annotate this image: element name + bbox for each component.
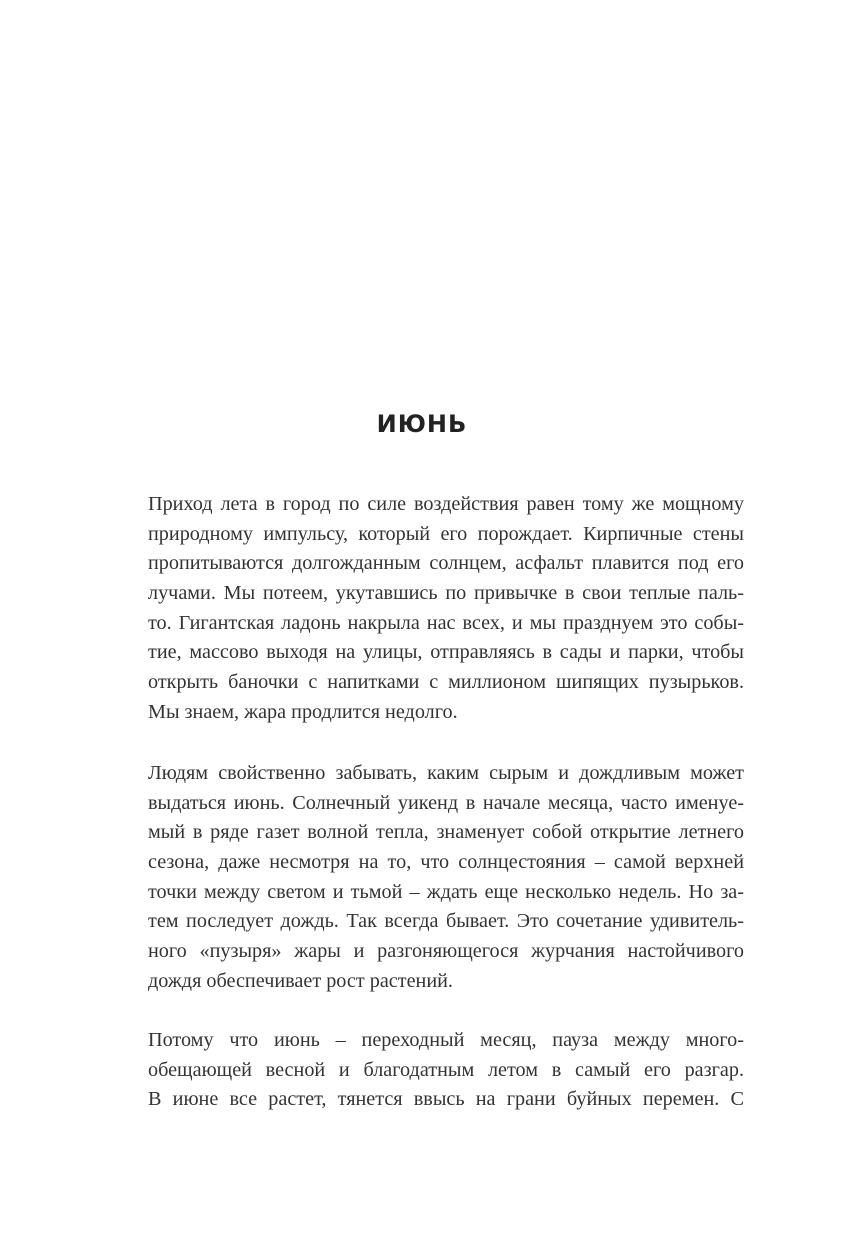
- text-line: сезона, даже несмотря на то, что солнцестояния – самой верхней: [148, 851, 744, 874]
- text-line: Людям свойственно забывать, каким сырым и дождливым может: [148, 762, 744, 784]
- text-line: ного «пузыря» жары и разгоняющегося журчания настойчивого: [148, 940, 744, 963]
- text-line: природному импульсу, который его порождает. Кирпичные стены: [148, 522, 744, 545]
- text-line: мый в ряде газет волной тепла, знаменует собой открытие летнего: [148, 821, 744, 844]
- text-line: дождя обеспечивает рост растений.: [148, 969, 453, 992]
- text-line: пропитываются долгожданным солнцем, асфальт плавится под его: [148, 552, 744, 575]
- text-line: Приход лета в город по силе воздействия равен тому же мощному: [148, 493, 744, 515]
- paragraph-1: [148, 490, 744, 728]
- text-line: открыть баночки с напитками с миллионом шипящих пузырьков.: [148, 671, 744, 694]
- chapter-title: ИЮНЬ: [376, 410, 468, 438]
- text-line: лучами. Мы потеем, укутавшись по привычке в свои теплые паль-: [148, 582, 744, 605]
- text-line: Потому что июнь – переходный месяц, пауза между много-: [148, 1029, 744, 1051]
- text-line: тем последует дождь. Так всегда бывает. Это сочетание удивитель-: [148, 910, 744, 933]
- paragraph-2: [148, 759, 744, 997]
- text-line: выдаться июнь. Солнечный уикенд в начале месяца, часто именуе-: [148, 791, 744, 814]
- text-line: В июне все растет, тянется ввысь на грани буйных перемен. С: [148, 1088, 744, 1111]
- text-line: точки между светом и тьмой – ждать еще несколько недель. Но за-: [148, 880, 744, 903]
- text-line: то. Гигантская ладонь накрыла нас всех, и мы празднуем это собы-: [148, 611, 744, 634]
- paragraph-3: [148, 1026, 744, 1115]
- text-line: Мы знаем, жара продлится недолго.: [148, 700, 458, 723]
- text-line: тие, массово выходя на улицы, отправляясь в сады и парки, чтобы: [148, 641, 744, 664]
- text-line: обещающей весной и благодатным летом в самый его разгар.: [148, 1058, 744, 1081]
